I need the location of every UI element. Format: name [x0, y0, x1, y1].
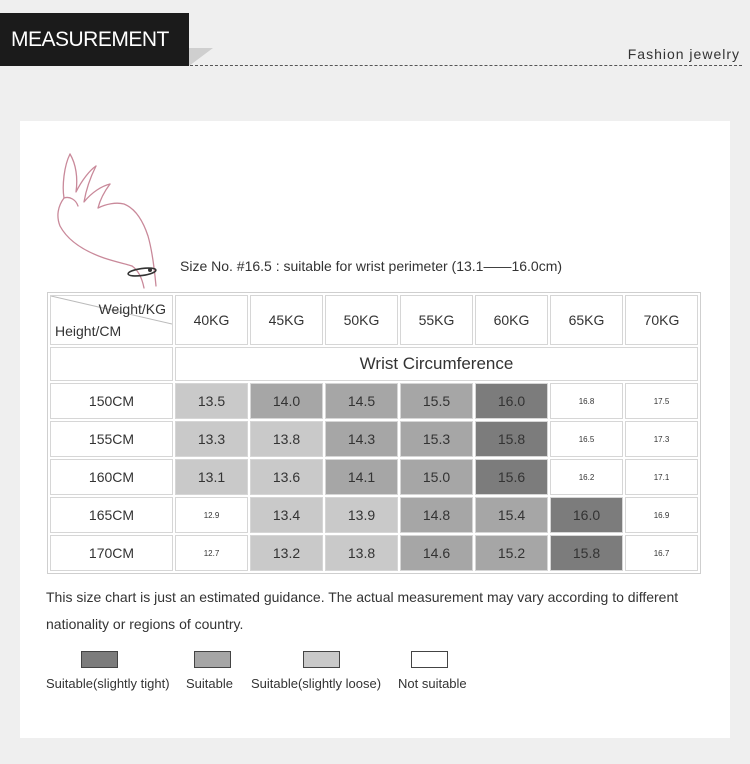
- size-cell: 15.0: [400, 459, 473, 495]
- size-cell: 16.7: [625, 535, 698, 571]
- table-row: [50, 383, 698, 419]
- weight-header: 55KG: [400, 295, 473, 345]
- size-table: [47, 292, 701, 574]
- size-cell: 15.6: [475, 459, 548, 495]
- size-cell: 13.8: [325, 535, 398, 571]
- weight-header: 60KG: [475, 295, 548, 345]
- size-cell: 14.1: [325, 459, 398, 495]
- size-cell: 13.4: [250, 497, 323, 533]
- legend-label: Suitable(slightly loose): [251, 676, 382, 691]
- size-cell: 13.9: [325, 497, 398, 533]
- table-row: [50, 497, 698, 533]
- size-cell: 13.6: [250, 459, 323, 495]
- legend-swatch: [303, 651, 340, 668]
- size-cell: 17.1: [625, 459, 698, 495]
- size-cell: 16.8: [550, 383, 623, 419]
- wrist-label-row: [50, 347, 698, 381]
- size-cell: 15.8: [550, 535, 623, 571]
- legend-item: [46, 651, 170, 691]
- brand-label: Fashion jewelry: [627, 46, 740, 62]
- legend-item: [186, 651, 233, 691]
- weight-header: 65KG: [550, 295, 623, 345]
- size-cell: 15.4: [475, 497, 548, 533]
- hand-bracelet-icon: [54, 146, 164, 291]
- table-row: [50, 535, 698, 571]
- size-cell: 13.1: [175, 459, 248, 495]
- size-cell: 16.0: [475, 383, 548, 419]
- weight-header: 45KG: [250, 295, 323, 345]
- wrist-circumference-label: Wrist Circumference: [175, 347, 698, 381]
- size-cell: 14.8: [400, 497, 473, 533]
- size-cell: 13.2: [250, 535, 323, 571]
- height-axis-label: Height/CM: [55, 323, 122, 339]
- corner-cell: [50, 295, 173, 345]
- size-cell: 12.9: [175, 497, 248, 533]
- size-cell: 13.8: [250, 421, 323, 457]
- size-cell: 15.8: [475, 421, 548, 457]
- legend-label: Not suitable: [398, 676, 467, 691]
- weight-header: 40KG: [175, 295, 248, 345]
- size-cell: 16.5: [550, 421, 623, 457]
- header-divider: [190, 65, 742, 66]
- height-header: 150CM: [50, 383, 173, 419]
- height-header: 170CM: [50, 535, 173, 571]
- empty-cell: [50, 347, 173, 381]
- table-row: [50, 421, 698, 457]
- size-cell: 13.5: [175, 383, 248, 419]
- height-header: 165CM: [50, 497, 173, 533]
- size-cell: 15.2: [475, 535, 548, 571]
- size-cell: 15.3: [400, 421, 473, 457]
- legend-item: [251, 651, 381, 691]
- legend: [0, 651, 750, 701]
- size-cell: 14.0: [250, 383, 323, 419]
- legend-item: [398, 651, 467, 691]
- legend-swatch: [81, 651, 118, 668]
- legend-label: Suitable: [186, 676, 233, 691]
- legend-swatch: [194, 651, 231, 668]
- size-cell: 14.5: [325, 383, 398, 419]
- disclaimer-text: This size chart is just an estimated guidance. The actual measurement may vary according to different nationality or regions of country.: [46, 589, 679, 632]
- header-fold: [189, 48, 213, 66]
- size-cell: 16.9: [625, 497, 698, 533]
- size-cell: 16.0: [550, 497, 623, 533]
- size-cell: 14.3: [325, 421, 398, 457]
- size-cell: 15.5: [400, 383, 473, 419]
- legend-swatch: [411, 651, 448, 668]
- height-header: 155CM: [50, 421, 173, 457]
- weight-header: 70KG: [625, 295, 698, 345]
- size-cell: 17.3: [625, 421, 698, 457]
- table-row: [50, 459, 698, 495]
- weight-header-row: [50, 295, 698, 345]
- size-cell: 17.5: [625, 383, 698, 419]
- size-note: Size No. #16.5 : suitable for wrist perimeter (13.1——16.0cm): [180, 258, 563, 274]
- size-cell: 16.2: [550, 459, 623, 495]
- weight-axis-label: Weight/KG: [98, 301, 166, 317]
- section-title: MEASUREMENT: [0, 13, 189, 66]
- legend-label: Suitable(slightly tight): [46, 676, 170, 691]
- size-cell: 14.6: [400, 535, 473, 571]
- weight-header: 50KG: [325, 295, 398, 345]
- size-cell: 12.7: [175, 535, 248, 571]
- height-header: 160CM: [50, 459, 173, 495]
- size-cell: 13.3: [175, 421, 248, 457]
